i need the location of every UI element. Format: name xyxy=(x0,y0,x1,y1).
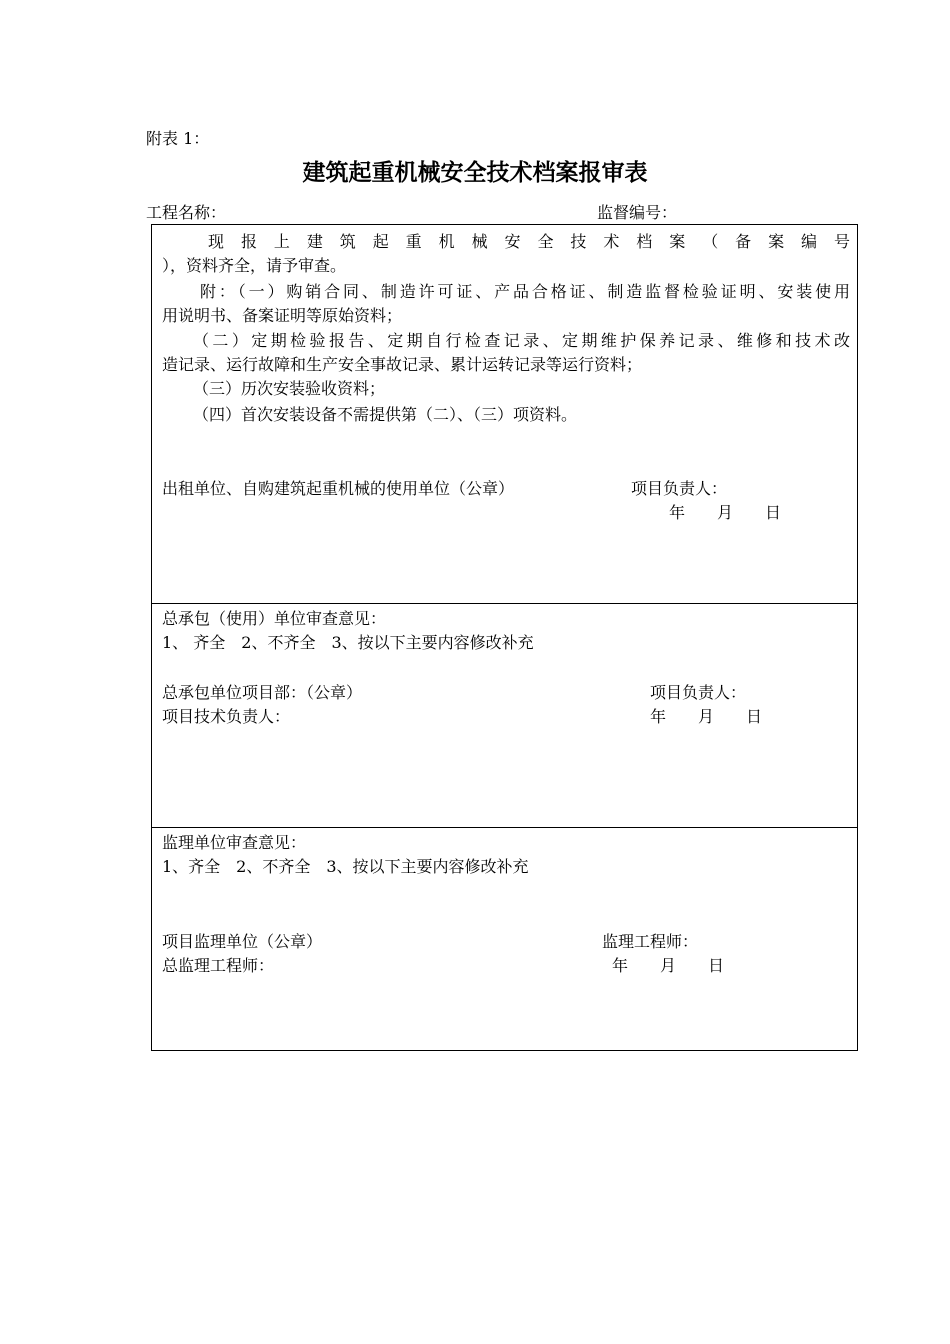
attachment-item1-line2: 用说明书、备案证明等原始资料； xyxy=(162,306,403,325)
attachment-label: 附表 1： xyxy=(146,129,210,148)
contractor-review-heading: 总承包（使用）单位审查意见： xyxy=(162,609,387,628)
rental-unit-seal-label: 出租单位、自购建筑起重机械的使用单位（公章） xyxy=(162,479,515,498)
contractor-project-leader-label: 项目负责人： xyxy=(650,683,747,702)
attachment-item2-line2: 造记录、运行故障和生产安全事故记录、累计运转记录等运行资料； xyxy=(162,355,643,374)
submission-statement-line1: 现 报 上 建 筑 起 重 机 械 安 全 技 术 档 案 （ 备 案 编 号 xyxy=(208,232,850,251)
attachment-item3: （三）历次安装验收资料； xyxy=(193,379,386,398)
supervision-unit-seal-label: 项目监理单位（公章） xyxy=(162,932,323,951)
project-leader-label: 项目负责人： xyxy=(631,479,728,498)
supervision-engineer-label: 监理工程师： xyxy=(602,932,699,951)
supervision-review-options: 1、齐全 2、不齐全 3、按以下主要内容修改补充 xyxy=(162,857,529,876)
attachment-item4: （四）首次安装设备不需提供第（二）、（三）项资料。 xyxy=(193,405,578,424)
contractor-dept-seal-label: 总承包单位项目部：（公章） xyxy=(162,683,363,702)
supervision-date-label: 年 月 日 xyxy=(612,956,725,975)
submission-statement-line2: ），资料齐全，请予审查。 xyxy=(162,256,347,275)
page-title: 建筑起重机械安全技术档案报审表 xyxy=(302,160,648,186)
contractor-date-label: 年 月 日 xyxy=(650,707,763,726)
review-form-table xyxy=(151,224,858,1051)
supervision-review-section xyxy=(152,828,857,1050)
tech-leader-label: 项目技术负责人： xyxy=(162,707,291,726)
supervision-review-heading: 监理单位审查意见： xyxy=(162,833,307,852)
contractor-review-options: 1、 齐全 2、不齐全 3、按以下主要内容修改补充 xyxy=(162,633,534,652)
contractor-review-section xyxy=(152,604,857,828)
attachment-item2-line1: （二）定期检验报告、定期自行检查记录、定期维护保养记录、维修和技术改 xyxy=(193,331,850,350)
supervision-number-label: 监督编号： xyxy=(597,203,678,222)
date-label: 年 月 日 xyxy=(669,503,782,522)
submission-section xyxy=(152,225,857,604)
attachment-item1-line1: 附：（一）购销合同、制造许可证、产品合格证、制造监督检验证明、安装使用 xyxy=(200,282,850,301)
chief-engineer-label: 总监理工程师： xyxy=(162,956,275,975)
project-name-label: 工程名称： xyxy=(146,203,227,222)
